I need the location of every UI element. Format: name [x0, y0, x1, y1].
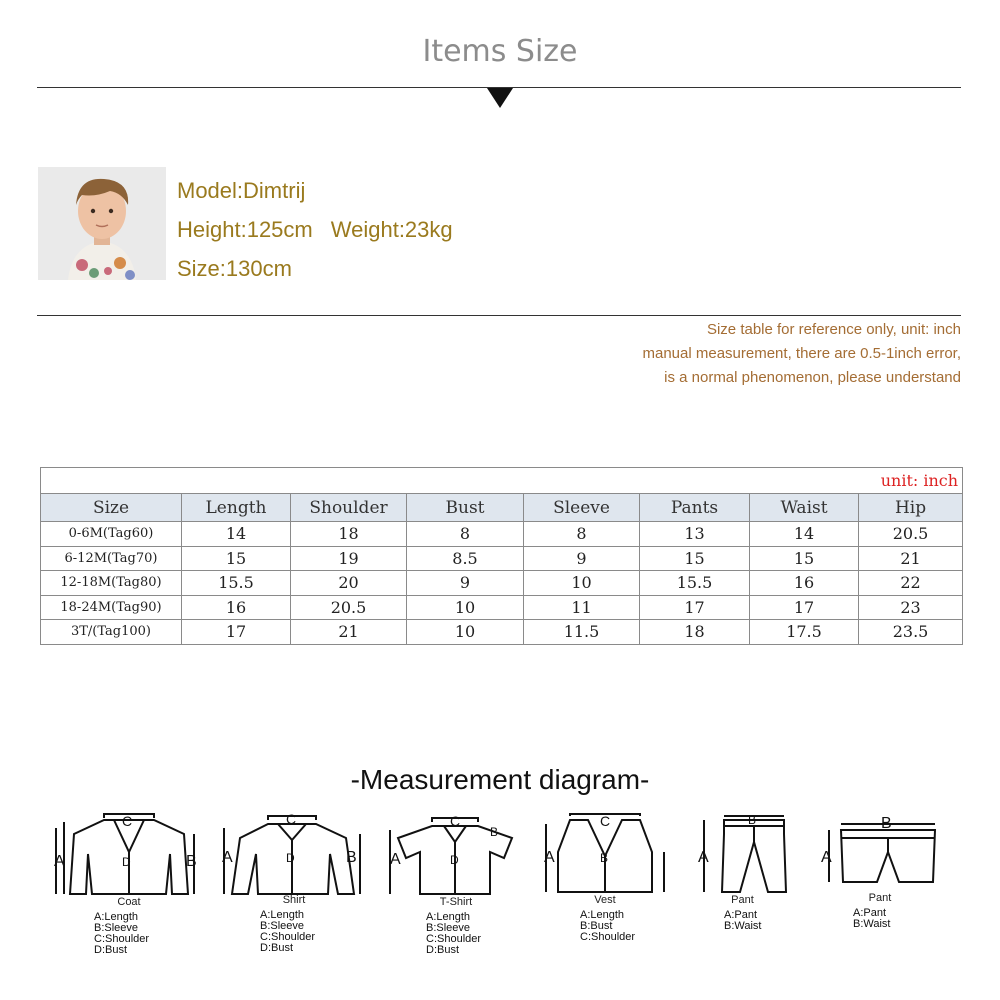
letter-a: A: [544, 849, 555, 866]
long-pant-diagram: [690, 812, 795, 932]
note-line: Size table for reference only, unit: inch: [706, 321, 961, 338]
legend-item: A:Pant: [724, 909, 758, 921]
table-row: [41, 620, 963, 645]
letter-c: C: [122, 813, 133, 829]
short-pant-icon: [815, 812, 945, 894]
table-cell: 10: [524, 571, 640, 596]
legend-item: A:Length: [580, 909, 625, 921]
column-header: Length: [182, 494, 291, 522]
table-cell: 17: [640, 595, 750, 620]
tshirt-diagram: [386, 812, 526, 956]
table-cell: 20.5: [859, 522, 963, 547]
note-line: manual measurement, there are 0.5-1inch error,: [642, 345, 961, 362]
table-cell: 15: [750, 546, 859, 571]
letter-d: D: [450, 853, 459, 867]
letter-a: A: [222, 849, 233, 866]
garment-name: T-Shirt: [439, 896, 473, 908]
model-weight: Weight:23kg: [330, 217, 453, 242]
legend-item: C:Shoulder: [580, 931, 636, 943]
column-header: Size: [41, 494, 182, 522]
model-name: Model:Dimtrij: [177, 178, 306, 203]
table-cell: 18-24M(Tag90): [41, 595, 182, 620]
table-cell: 22: [859, 571, 963, 596]
coat-icon: [54, 812, 204, 898]
legend-item: C:Shoulder: [94, 933, 150, 945]
table-row: [41, 546, 963, 571]
letter-c: C: [600, 813, 611, 829]
table-cell: 15: [182, 546, 291, 571]
legend-item: B:Waist: [724, 920, 762, 932]
table-cell: 11: [524, 595, 640, 620]
table-row: [41, 571, 963, 596]
table-cell: 15.5: [640, 571, 750, 596]
table-cell: 3T/(Tag100): [41, 620, 182, 645]
column-header: Hip: [859, 494, 963, 522]
shirt-icon: [220, 812, 368, 896]
letter-b: B: [600, 851, 609, 865]
garment-name: Shirt: [282, 894, 306, 906]
letter-b: B: [881, 815, 892, 832]
letter-a: A: [390, 851, 401, 868]
table-cell: 23: [859, 595, 963, 620]
table-cell: 14: [182, 522, 291, 547]
table-cell: 23.5: [859, 620, 963, 645]
legend-item: C:Shoulder: [426, 933, 482, 945]
model-height: Height:125cm: [177, 217, 313, 242]
table-cell: 9: [407, 571, 524, 596]
letter-d: D: [122, 855, 131, 869]
letter-c: C: [450, 813, 461, 829]
letter-b: B: [346, 849, 357, 866]
legend-item: A:Length: [260, 909, 305, 921]
table-cell: 17: [750, 595, 859, 620]
table-cell: 0-6M(Tag60): [41, 522, 182, 547]
table-cell: 18: [291, 522, 407, 547]
coat-diagram: [54, 812, 204, 956]
legend-item: A:Pant: [853, 907, 887, 919]
note-line: is a normal phenomenon, please understand: [664, 369, 961, 386]
table-row: [41, 522, 963, 547]
table-cell: 19: [291, 546, 407, 571]
legend-item: D:Bust: [94, 944, 128, 956]
long-pant-icon: [690, 812, 795, 896]
table-cell: 8.5: [407, 546, 524, 571]
table-row: [41, 595, 963, 620]
reference-note: [643, 318, 962, 390]
table-cell: 17: [182, 620, 291, 645]
column-header: Waist: [750, 494, 859, 522]
garment-name: Pant: [731, 894, 754, 906]
table-cell: 11.5: [524, 620, 640, 645]
table-cell: 21: [291, 620, 407, 645]
table-cell: 21: [859, 546, 963, 571]
letter-b: B: [186, 853, 197, 870]
letter-b: B: [490, 825, 499, 839]
middle-divider: [37, 315, 961, 316]
letter-b: B: [748, 813, 757, 827]
down-pointer-icon: [487, 88, 513, 108]
table-cell: 20: [291, 571, 407, 596]
table-cell: 10: [407, 595, 524, 620]
model-size: Size:130cm: [177, 256, 292, 281]
legend-item: C:Shoulder: [260, 931, 316, 943]
table-cell: 16: [182, 595, 291, 620]
legend-item: B:Sleeve: [260, 920, 305, 932]
legend-item: B:Sleeve: [426, 922, 471, 934]
page-title: Items Size: [422, 34, 578, 69]
vest-diagram: [540, 812, 670, 943]
legend-item: A:Length: [426, 911, 471, 923]
legend-item: B:Sleeve: [94, 922, 139, 934]
column-header: Shoulder: [291, 494, 407, 522]
garment-name: Pant: [868, 892, 892, 904]
table-cell: 6-12M(Tag70): [41, 546, 182, 571]
table-cell: 9: [524, 546, 640, 571]
legend-item: D:Bust: [426, 944, 460, 956]
tshirt-icon: [386, 812, 526, 898]
table-cell: 12-18M(Tag80): [41, 571, 182, 596]
legend-item: D:Bust: [260, 942, 294, 954]
letter-a: A: [54, 853, 65, 870]
table-cell: 15: [640, 546, 750, 571]
shirt-diagram: [220, 812, 368, 954]
table-cell: 20.5: [291, 595, 407, 620]
table-cell: 13: [640, 522, 750, 547]
table-cell: 10: [407, 620, 524, 645]
letter-c: C: [286, 812, 297, 827]
legend-item: B:Waist: [853, 918, 891, 930]
table-cell: 18: [640, 620, 750, 645]
table-cell: 14: [750, 522, 859, 547]
legend-item: B:Bust: [580, 920, 613, 932]
table-cell: 15.5: [182, 571, 291, 596]
short-pant-diagram: [815, 812, 945, 930]
letter-a: A: [698, 849, 709, 866]
unit-label: unit: inch: [41, 468, 963, 494]
model-photo: [38, 167, 166, 280]
diagram-title: -Measurement diagram-: [350, 764, 650, 795]
table-cell: 17.5: [750, 620, 859, 645]
column-header: Pants: [640, 494, 750, 522]
size-table: [40, 467, 963, 645]
letter-d: D: [286, 851, 295, 865]
model-info: [177, 176, 453, 293]
letter-a: A: [821, 849, 832, 866]
table-cell: 16: [750, 571, 859, 596]
garment-name: Vest: [594, 894, 616, 906]
legend-item: A:Length: [94, 911, 139, 923]
table-cell: 8: [407, 522, 524, 547]
vest-icon: [540, 812, 670, 896]
table-cell: 8: [524, 522, 640, 547]
column-header: Bust: [407, 494, 524, 522]
column-header: Sleeve: [524, 494, 640, 522]
garment-name: Coat: [117, 896, 141, 908]
